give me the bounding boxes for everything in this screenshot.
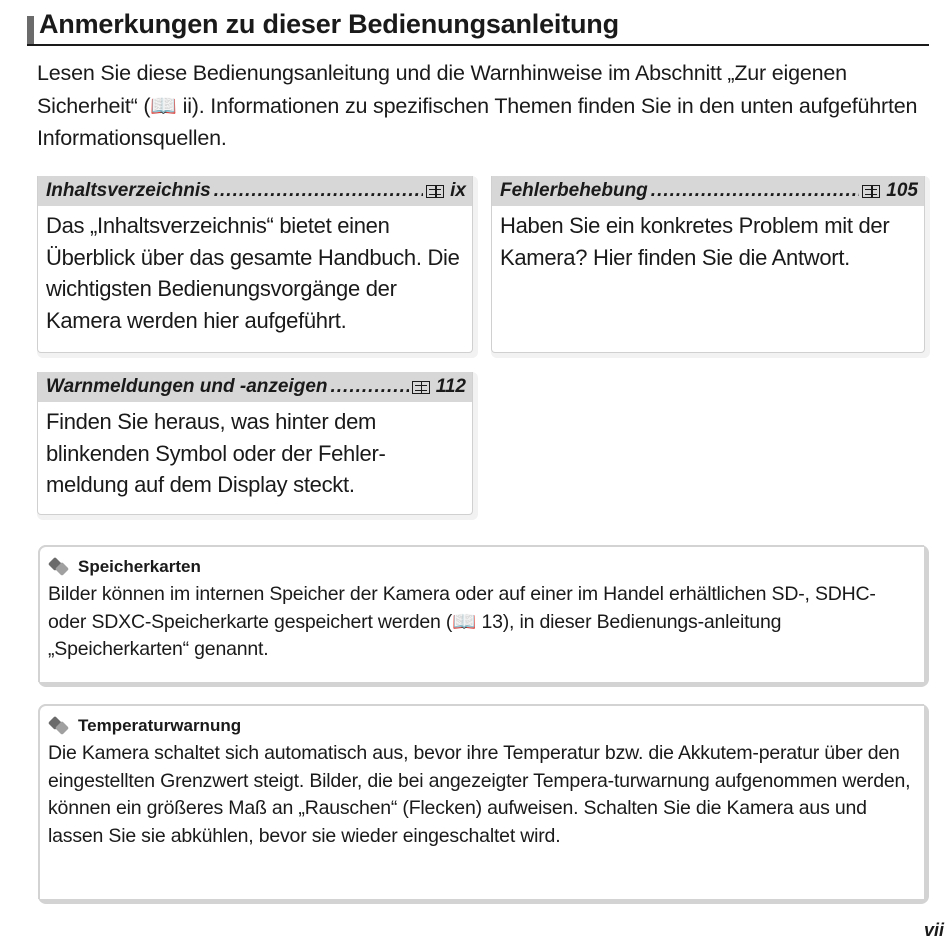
book-icon	[412, 381, 430, 394]
dot-leader	[651, 180, 860, 202]
reference-header[interactable]	[492, 176, 924, 206]
note-temperature-warning	[38, 704, 929, 904]
note-memory-cards	[38, 545, 929, 687]
reference-title: Inhaltsverzeichnis	[46, 180, 211, 201]
page-number: vii	[923, 920, 944, 940]
reference-title: Warnmeldungen und -anzeigen	[46, 376, 328, 397]
dot-leader	[214, 180, 423, 202]
book-icon	[426, 185, 444, 198]
page-title: Anmerkungen zu dieser Bedienungsanleitung	[39, 9, 619, 39]
heading-bar	[27, 16, 34, 44]
note-title-text: Speicherkarten	[78, 557, 201, 576]
note-title	[48, 716, 241, 736]
reference-page: ix	[450, 180, 466, 201]
book-icon	[862, 185, 880, 198]
note-title-text: Temperaturwarnung	[78, 716, 242, 735]
reference-box-contents	[37, 176, 478, 358]
reference-box-troubleshooting	[491, 176, 930, 358]
note-text: Bilder können im internen Speicher der Kamera oder auf einer im Handel erhältlichen SD-, SDHC- oder SDXC-Speicherkarte gespeichert werden (📖 13), in dieser Bedienungs-anleitung „Speicherkarten“ genannt.	[48, 583, 876, 660]
note-text: Die Kamera schaltet sich automatisch aus, bevor ihre Temperatur bzw. die Akkutem-peratur über den eingestellten Grenzwert steigt. Bilder, die bei angezeigter Tempera-turwarnung aufgenommen werden, können ein größeres Maß an „Rauschen“ (Flecken) aufweisen. Schalten Sie die Kamera aus und lassen Sie sie abkühlen, bevor sie wieder eingeschaltet wird.	[48, 742, 911, 847]
note-icon	[48, 559, 72, 575]
section-heading	[27, 9, 929, 46]
reference-title: Fehlerbehebung	[500, 180, 648, 201]
reference-page: 105	[886, 180, 918, 201]
note-icon	[48, 718, 72, 734]
reference-text: Haben Sie ein konkretes Problem mit der Kamera? Hier finden Sie die Antwort.	[500, 213, 890, 270]
reference-text: Finden Sie heraus, was hinter dem blinkenden Symbol oder der Fehler-meldung auf dem Display steckt.	[46, 409, 386, 497]
note-title	[48, 557, 201, 577]
reference-header[interactable]	[38, 176, 472, 206]
reference-box-warnings	[37, 372, 478, 520]
reference-page: 112	[435, 376, 466, 397]
reference-text: Das „Inhaltsverzeichnis“ bietet einen Überblick über das gesamte Handbuch. Die wichtigsten Bedienungsvorgänge der Kamera werden hier aufgeführt.	[46, 213, 460, 333]
reference-header[interactable]	[38, 372, 472, 402]
dot-leader	[331, 376, 409, 398]
intro-paragraph: Lesen Sie diese Bedienungsanleitung und die Warnhinweise im Abschnitt „Zur eigenen Sicherheit“ (📖 ii). Informationen zu spezifischen Themen finden Sie in den unten aufgeführten Informationsquellen.	[37, 61, 918, 150]
